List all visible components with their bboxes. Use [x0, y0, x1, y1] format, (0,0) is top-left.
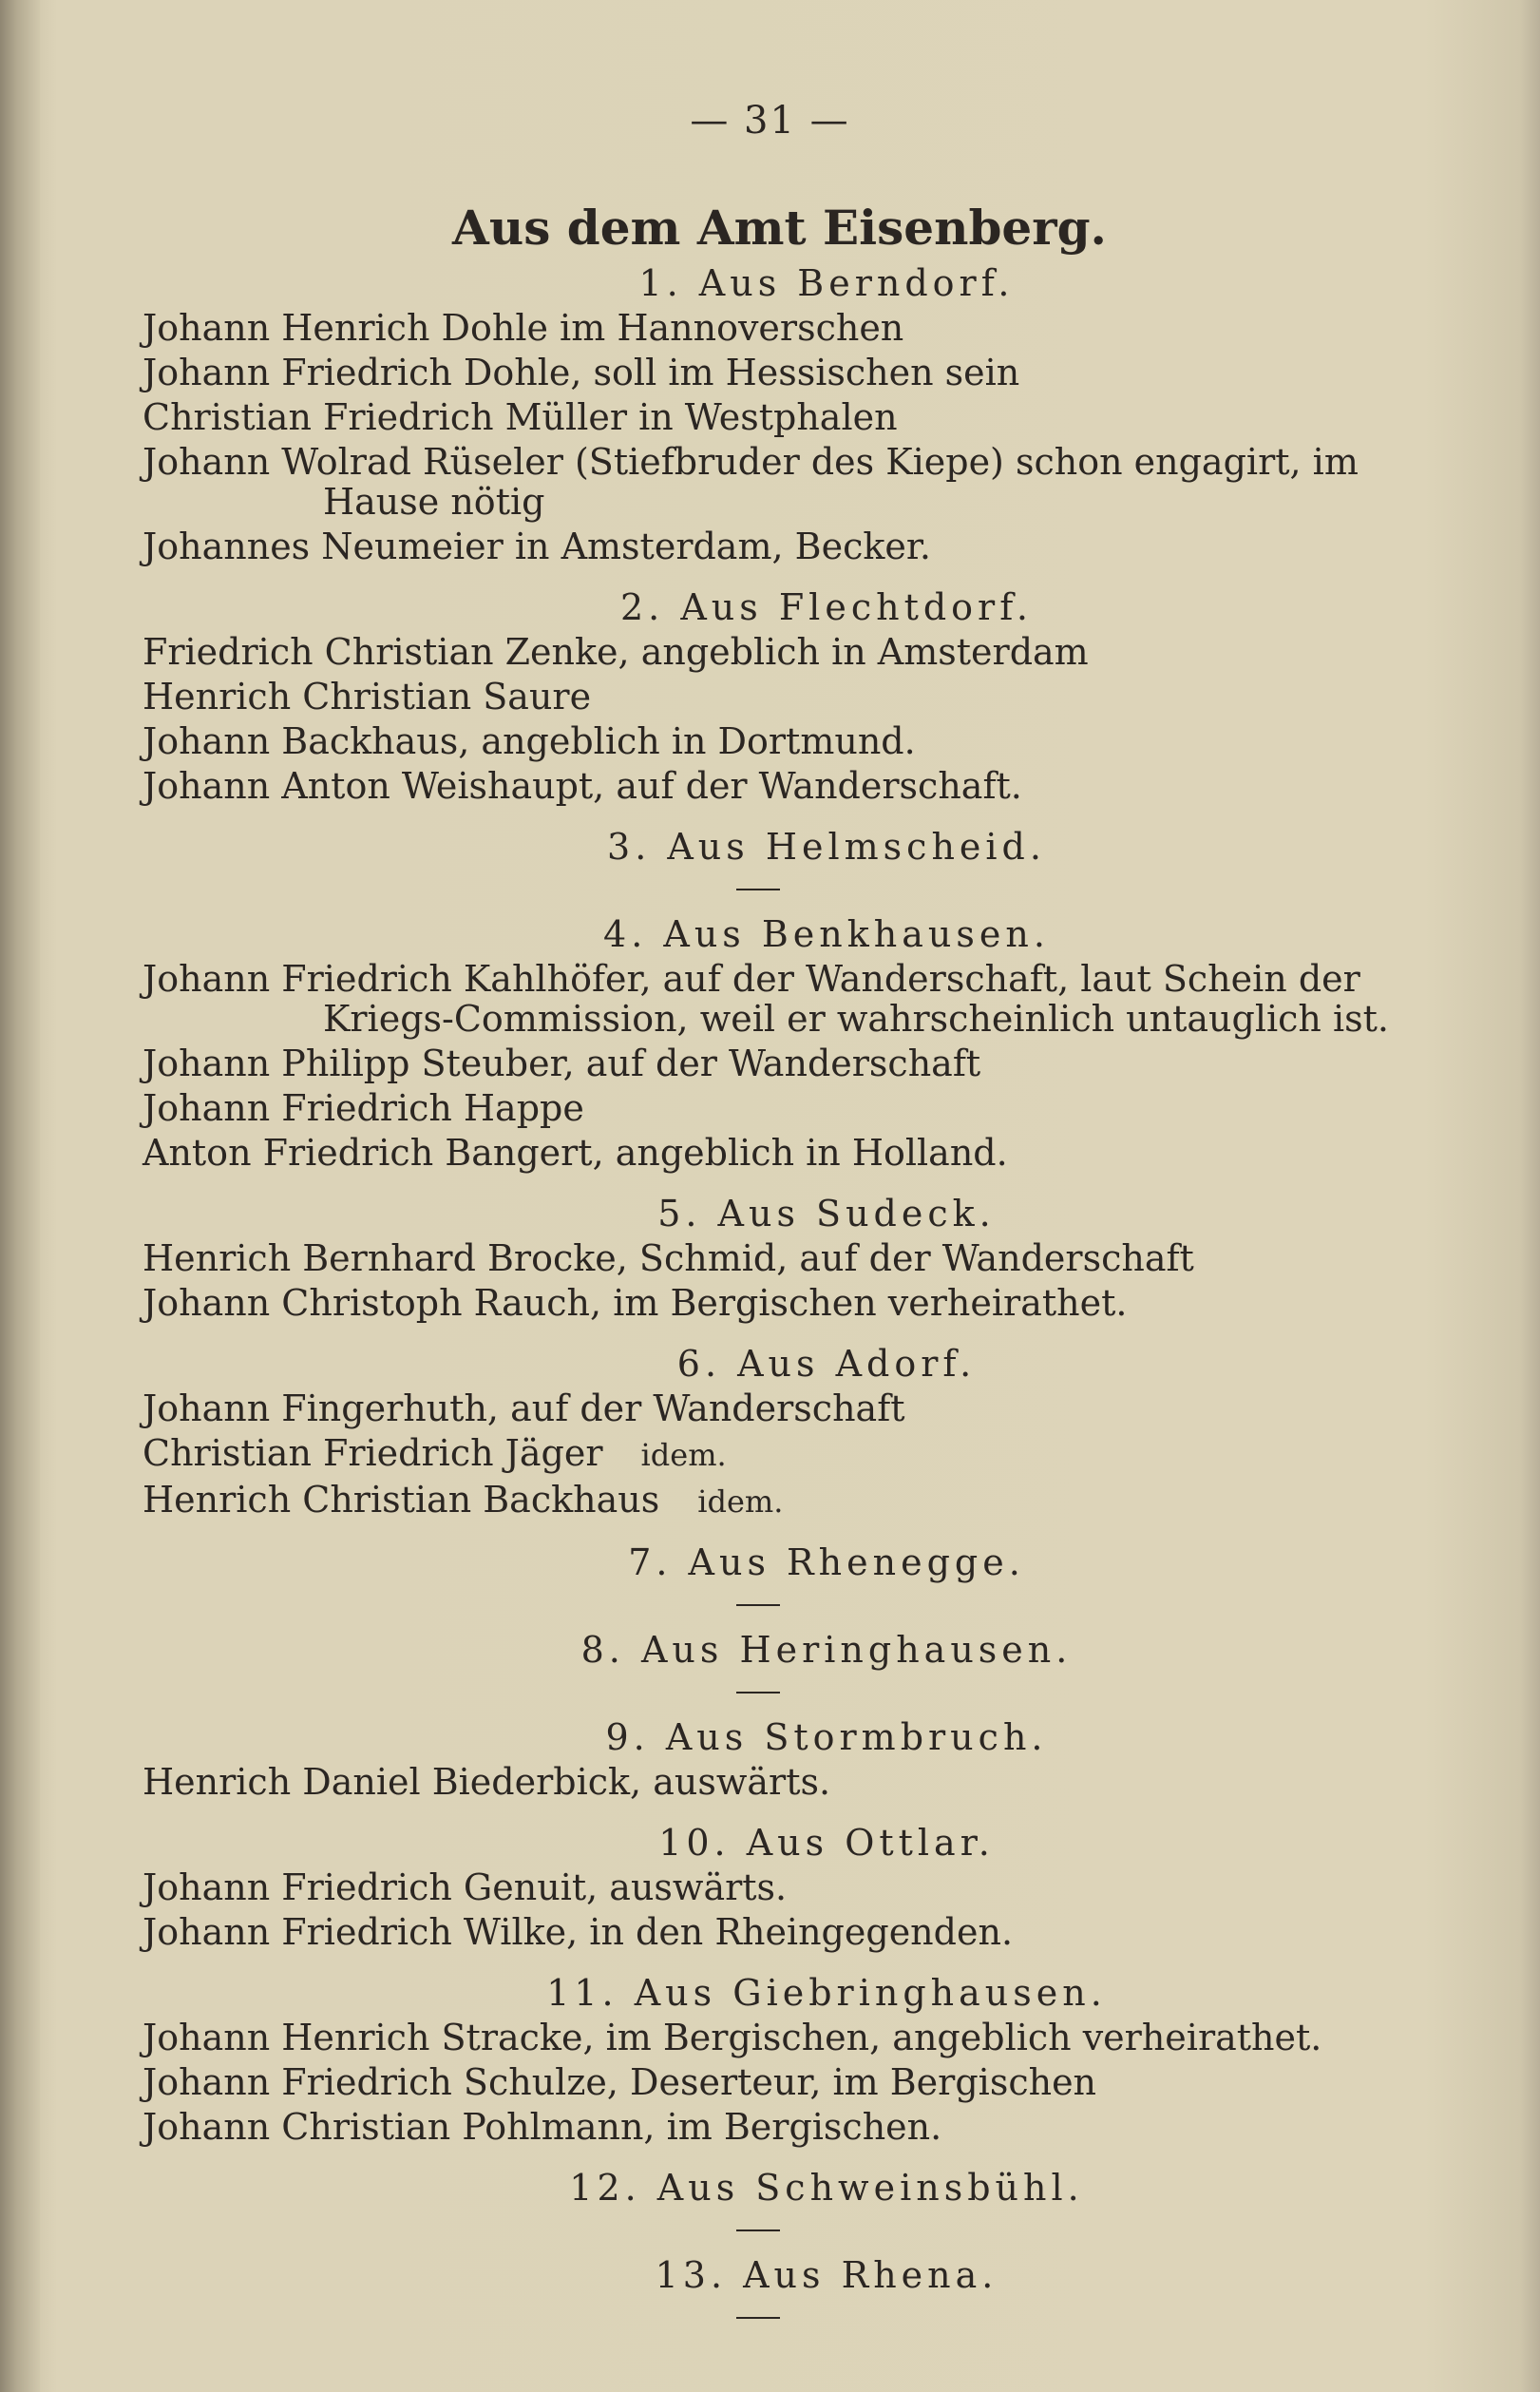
person-entry — [143, 1238, 1397, 1278]
person-text: Henrich Christian Saure — [143, 676, 592, 718]
village-section — [143, 822, 1397, 890]
person-text: Johannes Neumeier in Amsterdam, Becker. — [143, 526, 931, 567]
person-text-continuation: Kriegs-Commission, weil er wahrscheinlich untauglich ist. — [323, 998, 1389, 1040]
village-heading: 4. Aus Benkhausen. — [603, 913, 1050, 955]
village-section — [143, 1625, 1397, 1694]
person-text: Henrich Bernhard Brocke, Schmid, auf der Wanderschaft — [143, 1237, 1194, 1279]
person-entry — [143, 308, 1397, 348]
document-body — [143, 258, 1397, 2338]
person-text: Anton Friedrich Bangert, angeblich in Holland. — [143, 1132, 1008, 1174]
section-gap — [143, 1177, 1397, 1189]
village-section — [143, 1818, 1397, 1968]
person-text: Johann Christian Pohlmann, im Bergischen. — [143, 2106, 942, 2148]
person-entry — [143, 397, 1397, 437]
person-entry — [143, 2062, 1397, 2102]
person-text: Johann Wolrad Rüseler (Stiefbruder des Kiepe) schon engagirt, im — [143, 441, 1359, 483]
village-section — [143, 1713, 1397, 1818]
village-heading: 9. Aus Stormbruch. — [605, 1716, 1048, 1758]
village-heading: 13. Aus Rhena. — [655, 2254, 998, 2296]
village-heading: 10. Aus Ottlar. — [658, 1822, 995, 1864]
person-text: Johann Friedrich Happe — [143, 1087, 584, 1129]
person-text: Johann Christoph Rauch, im Bergischen verheirathet. — [143, 1282, 1128, 1324]
person-text: Johann Henrich Stracke, im Bergischen, angeblich verheirathet. — [143, 2017, 1322, 2058]
village-heading: 12. Aus Schweinsbühl. — [569, 2167, 1084, 2209]
village-heading: 2. Aus Flechtdorf. — [619, 586, 1034, 628]
person-text: Johann Friedrich Genuit, auswärts. — [143, 1866, 788, 1908]
person-entry — [143, 1433, 1397, 1475]
village-section — [143, 583, 1397, 822]
person-entry — [143, 442, 1397, 522]
person-text: Christian Friedrich Müller in Westphalen — [143, 396, 898, 438]
empty-section-dash — [736, 1692, 780, 1694]
person-text: Johann Backhaus, angeblich in Dortmund. — [143, 720, 916, 762]
section-title: Aus dem Amt Eisenberg. — [452, 200, 1107, 256]
person-text: Johann Friedrich Schulze, Deserteur, im Bergischen — [143, 2061, 1097, 2103]
person-entry — [143, 632, 1397, 672]
person-entry — [143, 1912, 1397, 1952]
person-entry — [143, 526, 1397, 566]
person-text: Johann Friedrich Dohle, soll im Hessischen sein — [143, 352, 1020, 393]
idem-note: idem. — [640, 1437, 727, 1473]
village-section — [143, 1538, 1397, 1606]
person-text: Christian Friedrich Jäger — [143, 1432, 603, 1474]
person-text: Henrich Daniel Biederbick, auswärts. — [143, 1761, 831, 1803]
person-text: Henrich Christian Backhaus — [143, 1479, 660, 1521]
village-section — [143, 909, 1397, 1189]
idem-note: idem. — [697, 1483, 784, 1520]
village-section — [143, 258, 1397, 583]
person-text: Friedrich Christian Zenke, angeblich in Amsterdam — [143, 631, 1089, 673]
village-heading: 3. Aus Helmscheid. — [607, 826, 1046, 868]
village-section — [143, 1968, 1397, 2163]
village-heading: 7. Aus Rhenegge. — [628, 1541, 1025, 1583]
village-heading: 1. Aus Berndorf. — [638, 262, 1015, 304]
page-number: — 31 — — [690, 99, 850, 143]
person-entry — [143, 766, 1397, 806]
person-text: Johann Anton Weishaupt, auf der Wanderschaft. — [143, 765, 1022, 807]
village-section — [143, 1189, 1397, 1339]
person-entry — [143, 1043, 1397, 1083]
person-entry — [143, 1133, 1397, 1173]
person-text: Johann Henrich Dohle im Hannoverschen — [143, 307, 904, 349]
empty-section-dash — [736, 889, 780, 890]
person-text-continuation: Hause nötig — [323, 481, 545, 523]
village-heading: 5. Aus Sudeck. — [657, 1193, 996, 1234]
village-section — [143, 2163, 1397, 2231]
person-entry — [143, 353, 1397, 392]
section-gap — [143, 1957, 1397, 1968]
person-entry — [143, 1762, 1397, 1802]
empty-section-dash — [736, 2229, 780, 2231]
person-entry — [143, 677, 1397, 717]
person-entry — [143, 721, 1397, 761]
person-entry — [143, 1480, 1397, 1521]
person-entry — [143, 2018, 1397, 2057]
village-heading: 8. Aus Heringhausen. — [580, 1629, 1073, 1671]
person-entry — [143, 1088, 1397, 1128]
section-gap — [143, 1526, 1397, 1538]
empty-section-dash — [736, 1604, 780, 1606]
section-gap — [143, 571, 1397, 583]
village-section — [143, 2250, 1397, 2319]
person-entry — [143, 2107, 1397, 2147]
village-heading: 11. Aus Giebringhausen. — [546, 1972, 1107, 2014]
empty-section-dash — [736, 2317, 780, 2319]
person-text: Johann Fingerhuth, auf der Wanderschaft — [143, 1387, 905, 1429]
section-gap — [143, 1328, 1397, 1339]
person-text: Johann Philipp Steuber, auf der Wanderschaft — [143, 1043, 981, 1084]
village-section — [143, 1339, 1397, 1538]
person-entry — [143, 1867, 1397, 1907]
person-entry — [143, 1388, 1397, 1428]
person-entry — [143, 1283, 1397, 1323]
section-gap — [143, 1807, 1397, 1818]
village-heading: 6. Aus Adorf. — [676, 1343, 977, 1385]
section-gap — [143, 2152, 1397, 2163]
page-fold-shadow — [0, 0, 40, 2392]
person-text: Johann Friedrich Kahlhöfer, auf der Wanderschaft, laut Schein der — [143, 958, 1360, 1000]
person-entry — [143, 959, 1397, 1039]
person-text: Johann Friedrich Wilke, in den Rheingegenden. — [143, 1911, 1014, 1953]
section-gap — [143, 811, 1397, 822]
